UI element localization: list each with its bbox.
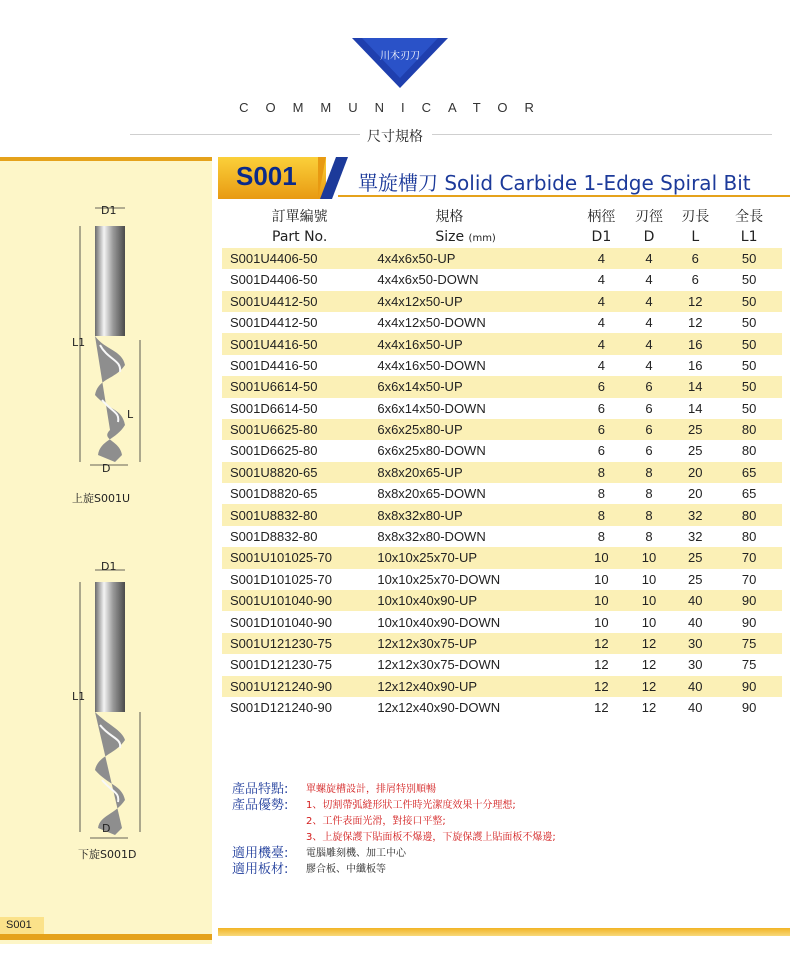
- table-cell: 70: [741, 571, 757, 587]
- col-header: 刃徑: [634, 208, 663, 225]
- table-cell: 30: [674, 633, 716, 654]
- table-cell: 10x10x25x70-DOWN: [377, 571, 501, 587]
- table-cell: 8: [624, 462, 674, 483]
- table-cell: 25: [687, 571, 703, 587]
- table-cell: 4x4x6x50-DOWN: [377, 272, 479, 288]
- table-cell: 4: [597, 357, 606, 373]
- table-cell: 90: [741, 700, 757, 716]
- table-cell: 10x10x25x70-UP: [377, 547, 579, 568]
- feature-text: 電腦雕刻機、加工中心: [306, 848, 406, 859]
- col-header: L: [691, 229, 700, 246]
- table-cell: 8x8x20x65-UP: [377, 462, 579, 483]
- table-cell: 8: [597, 529, 606, 545]
- table-cell: 25: [674, 547, 716, 568]
- table-cell: 80: [741, 443, 757, 459]
- spec-table: [222, 205, 782, 718]
- table-row: [222, 291, 782, 312]
- table-cell: 10: [624, 590, 674, 611]
- table-cell: S001U121240-90: [222, 676, 377, 697]
- dim-l-label: L: [127, 408, 134, 421]
- table-cell: 6: [597, 443, 606, 459]
- table-cell: 12: [579, 633, 624, 654]
- table-cell: 14: [687, 400, 703, 416]
- table-cell: 16: [674, 333, 716, 354]
- table-cell: 4x4x16x50-UP: [377, 333, 579, 354]
- table-row: [222, 483, 782, 504]
- col-header: Size: [435, 229, 465, 246]
- flute: [95, 336, 125, 462]
- header-row-zh: [222, 205, 782, 226]
- feature-text: 2、工件表面光滑，對接口平整;: [306, 816, 446, 827]
- table-cell: 80: [716, 504, 782, 525]
- table-cell: 12x12x40x90-DOWN: [377, 700, 501, 716]
- table-cell: 25: [674, 419, 716, 440]
- col-header: L1: [740, 229, 758, 246]
- table-cell: 32: [687, 529, 703, 545]
- down-caption: 下旋S001D: [78, 848, 137, 861]
- table-cell: 90: [741, 614, 757, 630]
- badge-slant-icon: [318, 157, 348, 199]
- table-cell: S001U101040-90: [222, 590, 377, 611]
- feature-label: 產品特點:: [232, 782, 289, 797]
- table-cell: S001D6625-80: [230, 443, 318, 459]
- table-cell: 10: [624, 547, 674, 568]
- table-cell: 4: [645, 315, 653, 331]
- flute: [95, 712, 125, 835]
- table-cell: 40: [674, 676, 716, 697]
- table-cell: 6x6x25x80-UP: [377, 419, 579, 440]
- logo-text: 川木刃刀: [380, 51, 420, 62]
- table-cell: S001D101040-90: [230, 614, 332, 630]
- table-cell: 8: [597, 486, 606, 502]
- dim-d1-label: D1: [101, 204, 117, 217]
- table-cell: 40: [674, 590, 716, 611]
- table-cell: 6: [645, 443, 653, 459]
- table-cell: 4: [645, 272, 653, 288]
- table-cell: 8: [645, 529, 653, 545]
- table-cell: 12: [687, 315, 703, 331]
- title-rule: [338, 195, 790, 197]
- table-cell: 10: [594, 571, 609, 587]
- table-cell: 8: [579, 504, 624, 525]
- table-cell: 10: [641, 571, 657, 587]
- table-cell: 50: [716, 333, 782, 354]
- table-cell: 6: [674, 248, 716, 269]
- table-cell: S001U121230-75: [222, 633, 377, 654]
- table-cell: S001D8832-80: [230, 529, 318, 545]
- table-cell: 12: [624, 633, 674, 654]
- table-cell: 10: [641, 614, 657, 630]
- table-cell: S001U6625-80: [222, 419, 377, 440]
- col-header: Part No.: [272, 229, 328, 246]
- table-row: [222, 440, 782, 461]
- table-cell: 12: [594, 657, 609, 673]
- table-cell: 4x4x12x50-UP: [377, 291, 579, 312]
- dim-d1-label-2: D1: [101, 560, 117, 573]
- table-row: [222, 654, 782, 675]
- table-cell: 8x8x32x80-DOWN: [377, 529, 486, 545]
- table-cell: S001U8832-80: [222, 504, 377, 525]
- table-cell: 25: [687, 443, 703, 459]
- table-cell: 50: [716, 291, 782, 312]
- table-cell: 12: [594, 700, 609, 716]
- table-cell: 4x4x16x50-DOWN: [377, 357, 486, 373]
- table-cell: S001U4416-50: [222, 333, 377, 354]
- table-cell: 6x6x14x50-DOWN: [377, 400, 486, 416]
- table-cell: S001D121240-90: [230, 700, 332, 716]
- table-cell: S001D4416-50: [230, 357, 318, 373]
- page-subtitle: 尺寸規格: [367, 129, 423, 145]
- dim-l1-label: L1: [72, 336, 86, 349]
- brand-logo: [352, 38, 448, 88]
- table-cell: 10: [594, 614, 609, 630]
- left-bottom-bar: [0, 934, 212, 940]
- table-row: [222, 376, 782, 397]
- table-cell: 70: [716, 547, 782, 568]
- table-cell: S001U6614-50: [222, 376, 377, 397]
- feature-text: 1、切割帶弧縫形狀工件時光潔度效果十分理想;: [306, 800, 516, 811]
- table-cell: 16: [687, 357, 703, 373]
- table-row: [222, 697, 782, 718]
- table-cell: 12: [674, 291, 716, 312]
- table-cell: 12: [641, 700, 657, 716]
- table-cell: 8x8x20x65-DOWN: [377, 486, 486, 502]
- table-row: [222, 590, 782, 611]
- table-cell: 20: [687, 486, 703, 502]
- table-cell: 65: [716, 462, 782, 483]
- table-cell: 10x10x40x90-DOWN: [377, 614, 501, 630]
- table-cell: 6x6x14x50-UP: [377, 376, 579, 397]
- shank: [95, 582, 125, 712]
- table-cell: 90: [716, 676, 782, 697]
- bottom-bar: [218, 928, 790, 936]
- table-cell: 4: [579, 291, 624, 312]
- table-cell: 12x12x30x75-DOWN: [377, 657, 501, 673]
- product-header: [218, 157, 790, 199]
- table-row: [222, 355, 782, 376]
- table-cell: 4: [624, 333, 674, 354]
- col-header: 柄徑: [587, 208, 616, 225]
- table-cell: S001D101025-70: [230, 571, 332, 587]
- table-row: [222, 398, 782, 419]
- table-cell: 8: [624, 504, 674, 525]
- table-cell: 40: [687, 700, 703, 716]
- table-cell: 80: [716, 419, 782, 440]
- table-cell: 12: [624, 676, 674, 697]
- table-cell: S001D121230-75: [230, 657, 332, 673]
- table-cell: S001U8820-65: [222, 462, 377, 483]
- feature-label: 適用板材:: [232, 862, 289, 877]
- table-cell: 6: [691, 272, 699, 288]
- table-row: [222, 504, 782, 525]
- table-cell: 4: [624, 248, 674, 269]
- table-cell: 50: [716, 376, 782, 397]
- table-row: [222, 248, 782, 269]
- table-row: [222, 333, 782, 354]
- table-cell: 12x12x30x75-UP: [377, 633, 579, 654]
- feature-label: 產品優勢:: [232, 798, 289, 813]
- table-cell: 40: [687, 614, 703, 630]
- down-spiral-drawing: [60, 560, 160, 850]
- table-cell: 50: [741, 272, 757, 288]
- product-code-badge: [218, 157, 326, 199]
- side-tag: S001: [0, 917, 44, 934]
- col-header: 全長: [735, 208, 764, 225]
- table-row: [222, 312, 782, 333]
- table-cell: 50: [741, 400, 757, 416]
- table-cell: 6: [579, 376, 624, 397]
- table-cell: 20: [674, 462, 716, 483]
- table-cell: 80: [741, 529, 757, 545]
- dim-d-label-2: D: [102, 822, 111, 835]
- table-cell: S001D6614-50: [230, 400, 318, 416]
- table-cell: 4x4x6x50-UP: [377, 248, 579, 269]
- table-cell: 6: [645, 400, 653, 416]
- up-caption: 上旋S001U: [72, 492, 131, 505]
- table-row: [222, 676, 782, 697]
- table-cell: 65: [741, 486, 757, 502]
- table-cell: 8: [645, 486, 653, 502]
- table-cell: 4: [597, 315, 606, 331]
- table-cell: 4: [597, 272, 606, 288]
- table-cell: 8: [579, 462, 624, 483]
- table-cell: 6: [579, 419, 624, 440]
- table-cell: 75: [741, 657, 757, 673]
- header-row-en: [222, 226, 782, 247]
- table-cell: 50: [741, 357, 757, 373]
- col-header: 刃長: [681, 208, 710, 225]
- table-cell: 8x8x32x80-UP: [377, 504, 579, 525]
- table-row: [222, 526, 782, 547]
- feature-text: 膠合板、中纖板等: [306, 864, 386, 875]
- brand-word: COMMUNICATOR: [239, 100, 551, 115]
- col-header: D: [643, 229, 655, 246]
- feature-text: 單螺旋槽設計，排屑特別順暢: [306, 784, 436, 795]
- table-row: [222, 611, 782, 632]
- col-header: 規格: [435, 208, 464, 225]
- dim-d-label: D: [102, 462, 111, 475]
- table-cell: 75: [716, 633, 782, 654]
- table-row: [222, 569, 782, 590]
- shank: [95, 226, 125, 336]
- dim-l1-label-2: L1: [72, 690, 86, 703]
- table-cell: 6: [624, 419, 674, 440]
- table-row: [222, 269, 782, 290]
- table-cell: 12: [579, 676, 624, 697]
- size-unit: (mm): [468, 233, 496, 245]
- col-header: 訂單編號: [271, 208, 328, 225]
- table-cell: 12: [641, 657, 657, 673]
- feature-text: 3、上旋保護下貼面板不爆邊，下旋保護上貼面板不爆邊;: [306, 832, 556, 843]
- table-cell: 4x4x12x50-DOWN: [377, 315, 486, 331]
- table-cell: S001U101025-70: [222, 547, 377, 568]
- table-cell: 10x10x40x90-UP: [377, 590, 579, 611]
- table-cell: 50: [716, 248, 782, 269]
- table-cell: 12x12x40x90-UP: [377, 676, 579, 697]
- table-cell: 10: [579, 547, 624, 568]
- table-cell: 50: [741, 315, 757, 331]
- table-cell: 6x6x25x80-DOWN: [377, 443, 486, 459]
- table-cell: S001D4412-50: [230, 315, 318, 331]
- table-cell: S001U4406-50: [222, 248, 377, 269]
- product-title: 單旋槽刀 Solid Carbide 1-Edge Spiral Bit: [358, 171, 751, 195]
- table-cell: 6: [624, 376, 674, 397]
- table-cell: 6: [597, 400, 606, 416]
- table-cell: 32: [674, 504, 716, 525]
- table-row: [222, 547, 782, 568]
- feature-label: 適用機臺:: [232, 846, 289, 861]
- table-cell: 4: [624, 291, 674, 312]
- table-row: [222, 462, 782, 483]
- col-header: D1: [591, 229, 612, 246]
- table-cell: S001U4412-50: [222, 291, 377, 312]
- logo-triangle-icon: [352, 38, 448, 88]
- table-cell: S001D4406-50: [230, 272, 318, 288]
- table-cell: 4: [579, 248, 624, 269]
- product-code: S001: [236, 161, 297, 191]
- table-cell: S001D8820-65: [230, 486, 318, 502]
- table-cell: 4: [579, 333, 624, 354]
- table-row: [222, 419, 782, 440]
- table-cell: 14: [674, 376, 716, 397]
- table-row: [222, 633, 782, 654]
- table-cell: 30: [687, 657, 703, 673]
- table-cell: 90: [716, 590, 782, 611]
- table-cell: 10: [579, 590, 624, 611]
- table-cell: 4: [645, 357, 653, 373]
